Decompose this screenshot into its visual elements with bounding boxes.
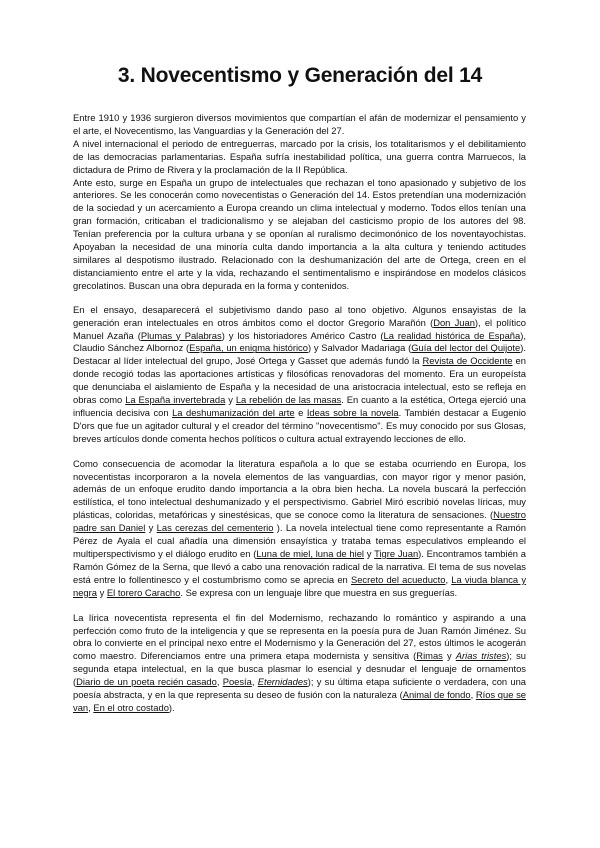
work-title: En el otro costado <box>93 701 169 713</box>
paragraph-ensayo: En el ensayo, desaparecerá el subjetivismo dando paso al tono objetivo. Algunos ensayistas de la generación eran intelectuales en otros ámbitos como el doctor Gregorio Marañón (Don Juan), el político Manuel Azaña (Plumas y Palabras) y los historiadores Américo Castro (La realidad histórica de España), Claudio Sánchez Albornoz (España, un enigma histórico) y Salvador Madariaga (Guía del lector del Quijote). Destacar al líder intelectual del grupo, José Ortega y Gasset que además fundó la Revista de Occidente en donde recogió todas las aportaciones artísticas y filosóficas renovadoras del momento. Era un europeísta que denunciaba el aislamiento de España y la necesidad de una aristocracia intelectual, esto se refleja en obras como La España invertebrada y La rebelión de las masas. En cuanto a la estética, Ortega ejerció una influencia decisiva con La deshumanización del arte e Ideas sobre la novela. También destacar a Eugenio D'ors que fue un agitador cultural y el creador del término "novecentismo". Es muy conocido por sus Glosas, breves artículos donde comenta hechos políticos o cultura actual extrayendo lecciones de ello. <box>73 303 527 444</box>
work-title: Nuestro padre san Daniel <box>73 509 526 534</box>
page-title: 3. Novecentismo y Generación del 14 <box>117 64 483 87</box>
work-title: La España invertebrada <box>125 394 226 406</box>
document-body <box>73 112 526 715</box>
work-title: La realidad histórica de España <box>383 329 521 341</box>
work-title: Poesía <box>222 676 252 688</box>
work-title: La deshumanización del arte <box>172 406 295 418</box>
work-title: Eternidades <box>257 676 308 688</box>
work-title: Tigre Juan <box>374 548 419 559</box>
paragraph-intro: Entre 1910 y 1936 surgieron diversos movimientos que compartían el afán de modernizar el pensamiento y el arte, el Novecentismo, las Vanguardias y la Generación del 27. <box>73 112 526 136</box>
paragraph-novecentistas: Ante esto, surge en España un grupo de intelectuales que rechazan el tono apasionado y subjetivo de los anteriores. Se les conocerán como novecentistas o Generación del 14. Estos pretendían una modernización de la sociedad y un acercamiento a Europa creando un clima intelectual y moderno. Todos ellos tenían una gran formación, criticaban el tradicionalismo y se alejaban del casticismo propio de los autores del 98. Tenían preferencia por la cultura urbana y se oponían al ruralismo decimonónico de los noventayochistas. Apoyaban la necesidad de una minoría culta dando importancia a la alta cultura y teniendo actitudes similares al despotismo ilustrado. Relacionado con la deshumanización del arte de Ortega, creen en el distanciamiento entre el arte y la vida, rechazando el sentimentalismo e inspirándose en modelos clásicos grecolatinos. Buscan una obra depurada en la forma y contenidos. <box>73 176 526 291</box>
work-title: España, un enigma histórico <box>189 342 308 354</box>
work-title: Guía del lector del Quijote <box>411 342 521 354</box>
work-title: La viuda blanca y negra <box>73 573 527 598</box>
paragraph-lirica: La lírica novecentista representa el fin del Modernismo, rechazando lo romántico y aspirando a una perfección como fruto de la inteligencia y que se representa en la poesía pura de Juan Ramón Jiménez. Su obra lo convierte en el principal nexo entre el Modernismo y la Generación del 27, estos últimos le acogerán como maestro. Diferenciamos entre una primera etapa modernista y sensitiva (Rimas y Arias tristes); su segunda etapa intelectual, en la que busca plasmar lo esencial y desnudar el lenguaje de ornamentos (Diario de un poeta recién casado, Poesía, Eternidades); y su última etapa suficiente o verdadera, con una poesía abstracta, y en la que representa su deseo de fusión con la naturaleza (Animal de fondo, Ríos que se van, En el otro costado). <box>73 611 527 713</box>
work-title: Ideas sobre la novela <box>306 406 399 418</box>
work-title: Ríos que se van <box>73 689 526 713</box>
work-title: Luna de miel, luna de hiel <box>256 548 364 559</box>
work-title: Arias tristes <box>455 650 507 662</box>
work-title: El torero Caracho <box>106 586 181 598</box>
work-title: Las cerezas del cementerio <box>156 522 274 534</box>
work-title: Secreto del acueducto <box>350 573 446 585</box>
work-title: Plumas y Palabras <box>140 329 222 341</box>
work-title: Revista de Occidente <box>422 355 513 367</box>
paragraph-novela: Como consecuencia de acomodar la literatura española a lo que se estaba ocurriendo en Europa, los novecentistas incorporaron a la novela elementos de las vanguardias, con mayor rigor y menor pasión, además de un enfoque erudito dando importancia a la obra bien hecha. La novela buscará la perfección estilística, el tono intelectual deshumanizado y el perspectivismo. Gabriel Miró escribió novelas líricas, muy plásticas, coloridas, metafóricas y sinestésicas, que se conoce como la literatura de sensaciones. (Nuestro padre san Daniel y Las cerezas del cementerio ). La novela intelectual tiene como representante a Ramón Pérez de Ayala el cual añadía una dimensión ensayística y trataba temas especulativos empleando el multiperspectivismo y el diálogo erudito en (Luna de miel, luna de hiel y Tigre Juan). Encontramos también a Ramón Gómez de la Serna, que llevó a cabo una renovación radical de la narrativa. El tema de sus novelas está entre lo follentinesco y el costumbrismo como se aprecia en Secreto del acueducto, La viuda blanca y negra y El torero Caracho. Se expresa con un lenguaje libre que muestra en sus greguerías. <box>73 457 527 598</box>
work-title: La rebelión de las masas <box>235 394 342 406</box>
work-title: Rimas <box>416 650 443 662</box>
work-title: Diario de un poeta recién casado <box>76 676 217 688</box>
work-title: Animal de fondo <box>402 689 471 701</box>
work-title: Don Juan <box>433 316 475 328</box>
paragraph-context: A nivel internacional el periodo de entreguerras, marcado por la crisis, los totalitarismos y el debilitamiento de las democracias parlamentarias. España sufría inestabilidad política, una guerra contra Marruecos, la dictadura de Primo de Rivera y la proclamación de la II República. <box>73 137 526 175</box>
